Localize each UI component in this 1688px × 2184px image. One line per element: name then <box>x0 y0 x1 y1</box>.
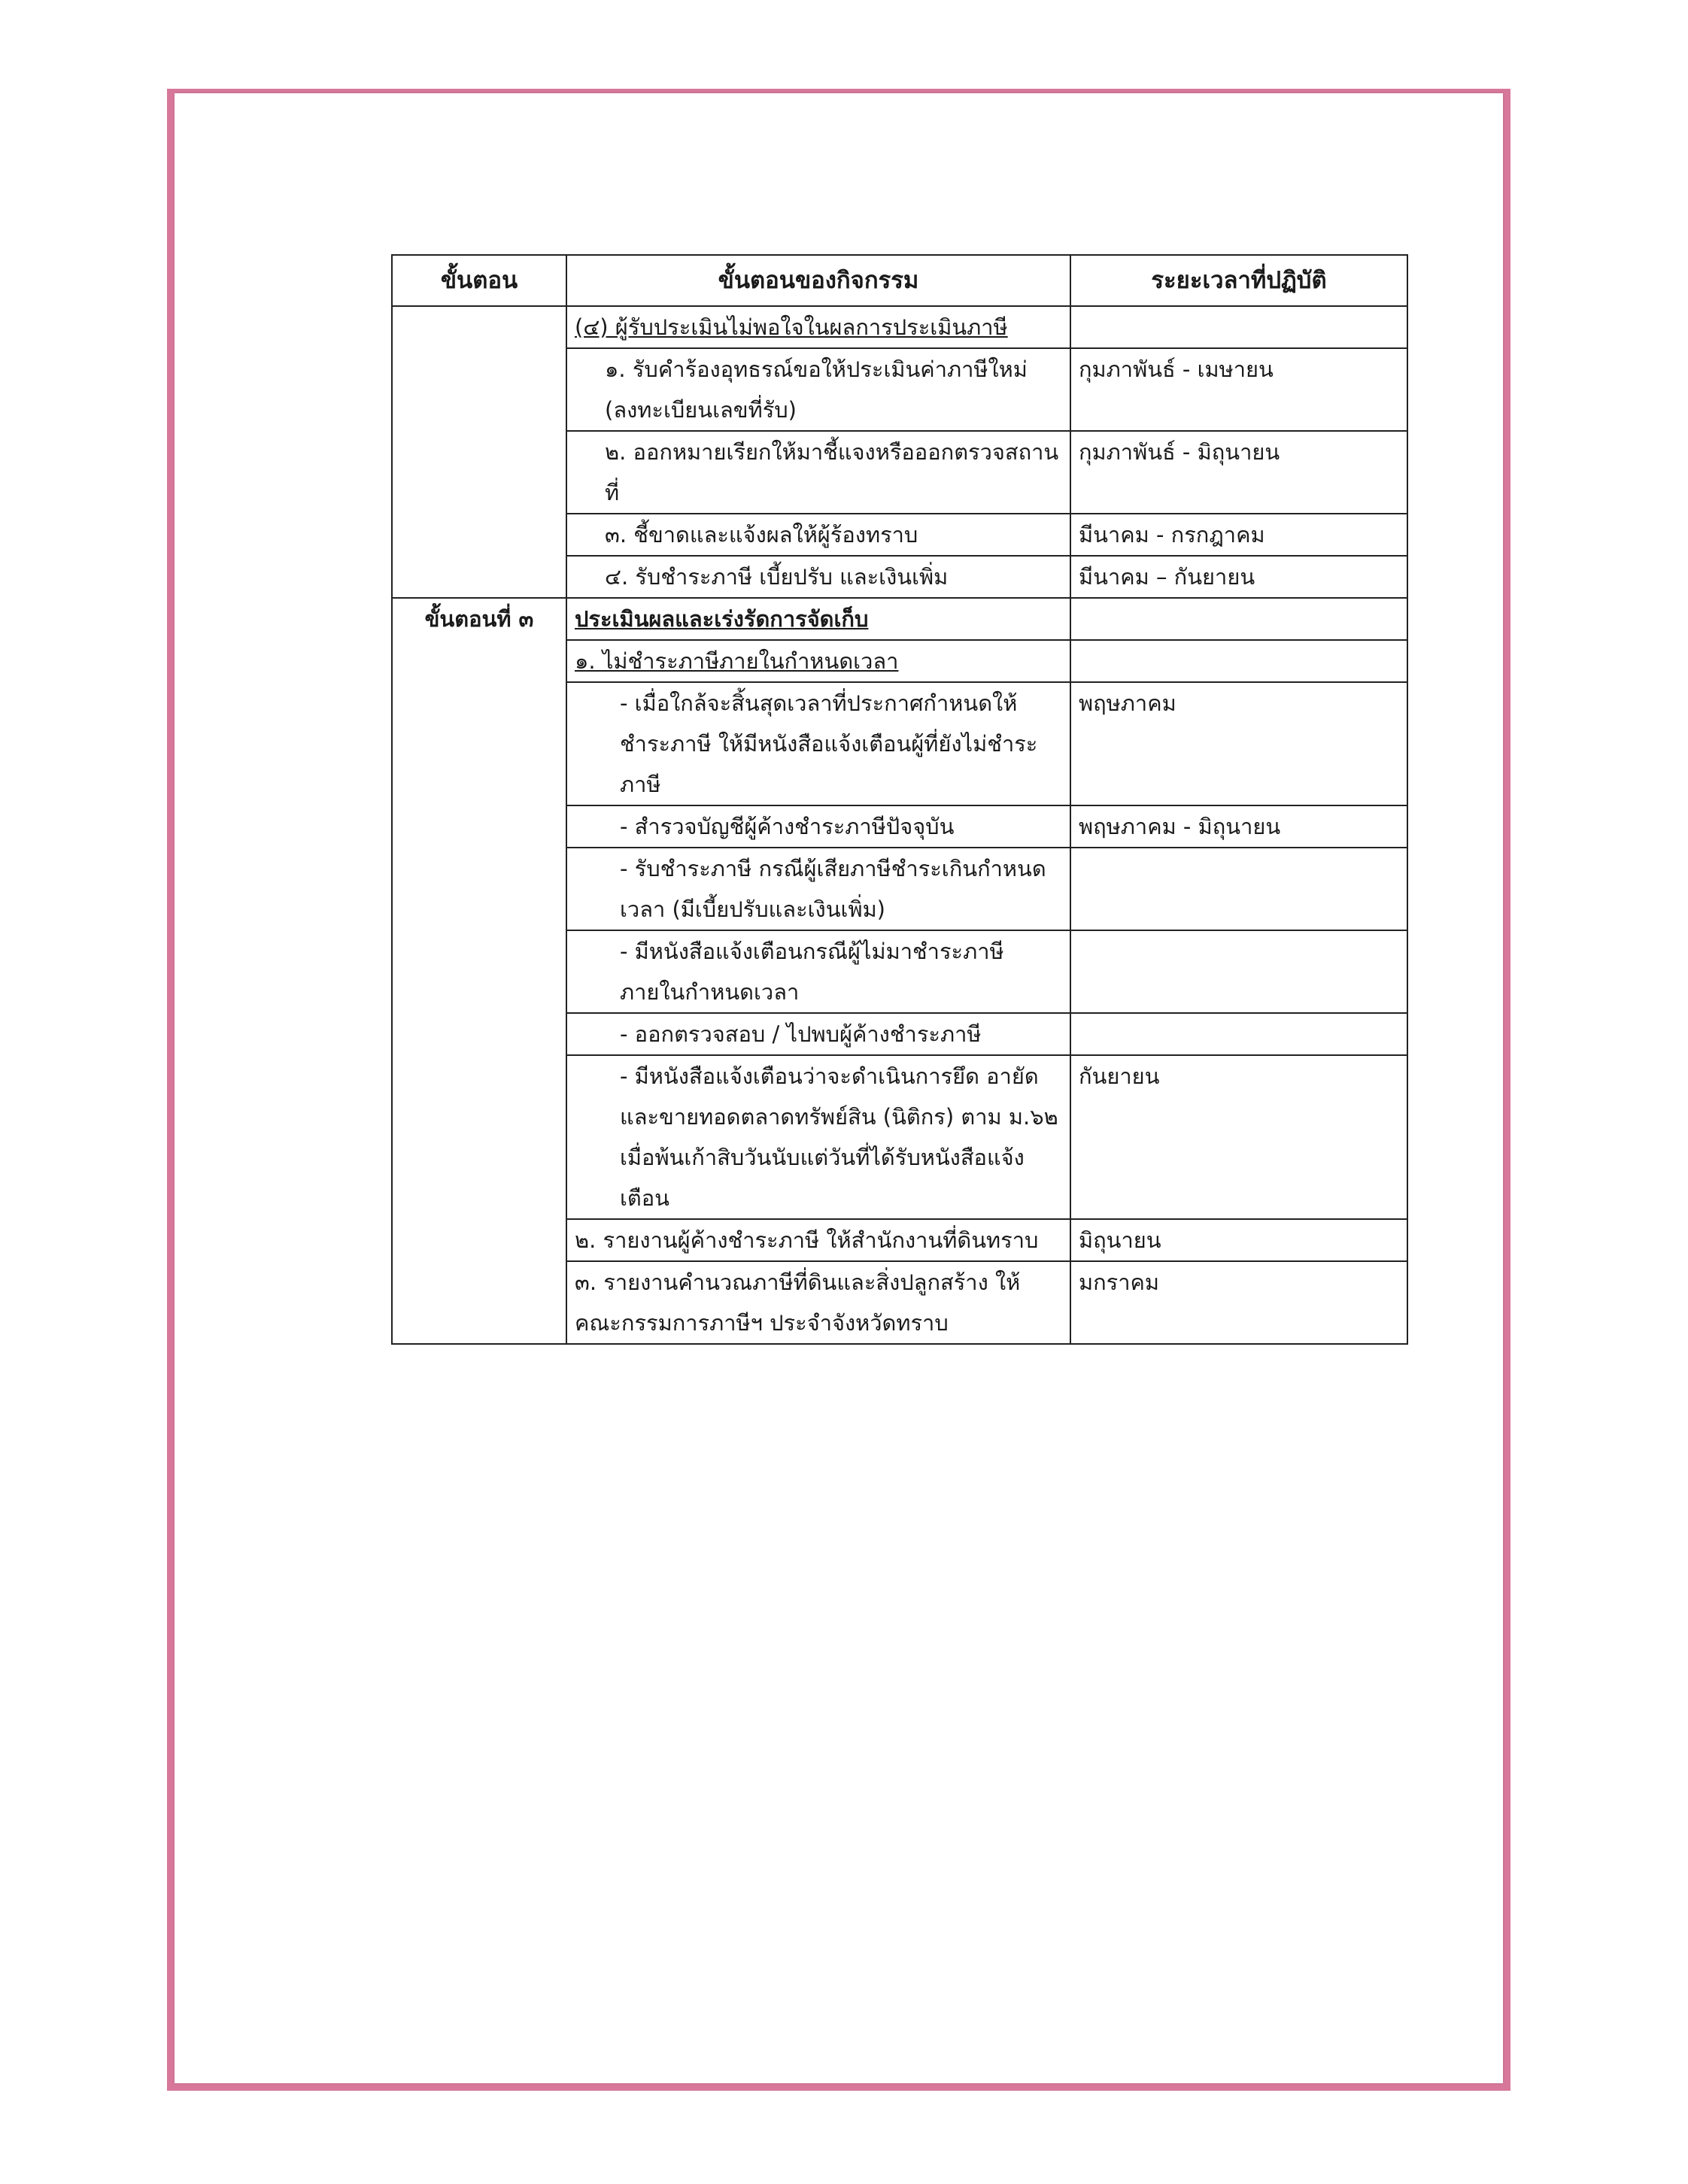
header-period: ระยะเวลาที่ปฏิบัติ <box>1070 255 1407 306</box>
activity-cell: ๑. รับคำร้องอุทธรณ์ขอให้ประเมินค่าภาษีใหม่ (ลงทะเบียนเลขที่รับ) <box>566 348 1070 431</box>
period-cell <box>1070 598 1407 640</box>
period-cell <box>1070 848 1407 930</box>
period-cell: มกราคม <box>1070 1261 1407 1344</box>
period-cell: กุมภาพันธ์ - เมษายน <box>1070 348 1407 431</box>
activity-cell: ๓. ชี้ขาดและแจ้งผลให้ผู้ร้องทราบ <box>566 514 1070 556</box>
table-header-row <box>392 255 1407 306</box>
period-cell <box>1070 640 1407 682</box>
activity-cell: ๔. รับชำระภาษี เบี้ยปรับ และเงินเพิ่ม <box>566 556 1070 598</box>
step3-sub1-text: ๑. ไม่ชำระภาษีภายในกำหนดเวลา <box>575 648 899 674</box>
activity-cell: ๒. ออกหมายเรียกให้มาชี้แจงหรือออกตรวจสถานที่ <box>566 431 1070 514</box>
table-row <box>392 306 1407 348</box>
section4-title: (๔) ผู้รับประเมินไม่พอใจในผลการประเมินภาษี <box>566 306 1070 348</box>
period-cell: พฤษภาคม <box>1070 682 1407 805</box>
period-cell <box>1070 1013 1407 1055</box>
activity-cell: ๓. รายงานคำนวณภาษีที่ดินและสิ่งปลูกสร้าง ให้คณะกรรมการภาษีฯ ประจำจังหวัดทราบ <box>566 1261 1070 1344</box>
schedule-table <box>391 254 1408 1345</box>
period-cell: มิถุนายน <box>1070 1219 1407 1261</box>
activity-cell: ๒. รายงานผู้ค้างชำระภาษี ให้สำนักงานที่ดินทราบ <box>566 1219 1070 1261</box>
activity-cell: - เมื่อใกล้จะสิ้นสุดเวลาที่ประกาศกำหนดให้ชำระภาษี ให้มีหนังสือแจ้งเตือนผู้ที่ยังไม่ชำระภาษี <box>566 682 1070 805</box>
activity-cell: - มีหนังสือแจ้งเตือนว่าจะดำเนินการยึด อายัดและขายทอดตลาดทรัพย์สิน (นิติกร) ตาม ม.๖๒ เมื่อพ้นเก้าสิบวันนับแต่วันที่ได้รับหนังสือแจ้งเตือน <box>566 1055 1070 1219</box>
activity-cell: - สำรวจบัญชีผู้ค้างชำระภาษีปัจจุบัน <box>566 805 1070 848</box>
step3-title: ประเมินผลและเร่งรัดการจัดเก็บ <box>566 598 1070 640</box>
header-step: ขั้นตอน <box>392 255 566 306</box>
period-cell <box>1070 930 1407 1013</box>
table-row <box>392 598 1407 640</box>
step3-sub1 <box>566 640 1070 682</box>
step3-label: ขั้นตอนที่ ๓ <box>392 598 566 1344</box>
step-cell-empty <box>392 306 566 598</box>
period-cell: มีนาคม – กันยายน <box>1070 556 1407 598</box>
header-activity: ขั้นตอนของกิจกรรม <box>566 255 1070 306</box>
activity-cell: - ออกตรวจสอบ / ไปพบผู้ค้างชำระภาษี <box>566 1013 1070 1055</box>
period-cell: พฤษภาคม - มิถุนายน <box>1070 805 1407 848</box>
period-cell: กุมภาพันธ์ - มิถุนายน <box>1070 431 1407 514</box>
period-cell <box>1070 306 1407 348</box>
activity-cell: - รับชำระภาษี กรณีผู้เสียภาษีชำระเกินกำหนดเวลา (มีเบี้ยปรับและเงินเพิ่ม) <box>566 848 1070 930</box>
period-cell: กันยายน <box>1070 1055 1407 1219</box>
period-cell: มีนาคม - กรกฎาคม <box>1070 514 1407 556</box>
activity-cell: - มีหนังสือแจ้งเตือนกรณีผู้ไม่มาชำระภาษีภายในกำหนดเวลา <box>566 930 1070 1013</box>
